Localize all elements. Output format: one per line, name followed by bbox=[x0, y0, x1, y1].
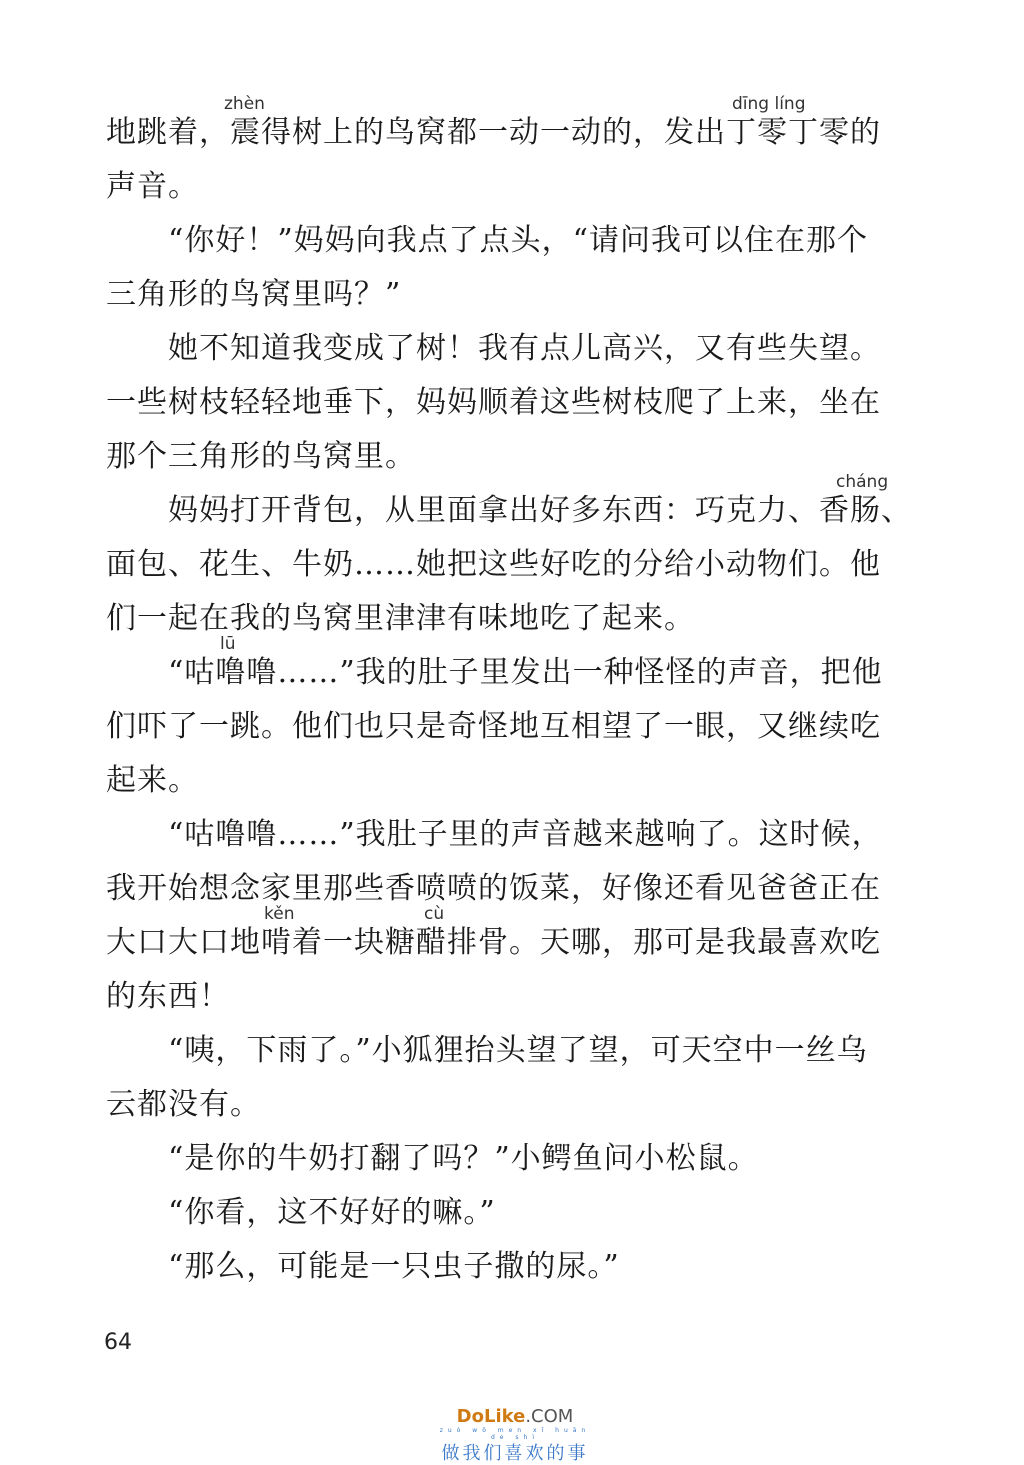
text-line bbox=[106, 862, 906, 916]
text-line bbox=[106, 430, 906, 484]
text-line-content: 面包、花生、牛奶……她把这些好吃的分给小动物们。他 bbox=[106, 547, 881, 582]
text-line-content: 那个三角形的鸟窝里。 bbox=[106, 439, 416, 474]
pinyin-annotation: kěn bbox=[264, 904, 295, 924]
pinyin-annotation: lū bbox=[220, 634, 236, 654]
text-line-content: “你看，这不好好的嘛。” bbox=[168, 1195, 496, 1230]
text-line bbox=[106, 1024, 906, 1078]
text-line-content: 三角形的鸟窝里吗？” bbox=[106, 277, 402, 312]
text-line-content: “咕噜噜……”我的肚子里发出一种怪怪的声音，把他 bbox=[168, 655, 883, 690]
logo-wordmark bbox=[430, 1406, 600, 1427]
text-line-content: 一些树枝轻轻地垂下，妈妈顺着这些树枝爬了上来，坐在 bbox=[106, 385, 881, 420]
text-line bbox=[106, 1186, 906, 1240]
text-line bbox=[106, 94, 906, 160]
pinyin-annotation: zhèn bbox=[224, 94, 265, 114]
dolike-logo[interactable] bbox=[430, 1406, 600, 1465]
pinyin-annotation: cù bbox=[424, 904, 445, 924]
text-line-content: 她不知道我变成了树！我有点儿高兴，又有些失望。 bbox=[168, 331, 881, 366]
text-line bbox=[106, 160, 906, 214]
text-line-content: “是你的牛奶打翻了吗？”小鳄鱼问小松鼠。 bbox=[168, 1141, 759, 1176]
text-line bbox=[106, 322, 906, 376]
logo-com-text: .COM bbox=[525, 1406, 574, 1427]
text-line-content: 我开始想念家里那些香喷喷的饭菜，好像还看见爸爸正在 bbox=[106, 871, 881, 906]
logo-slogan: 做我们喜欢的事 bbox=[441, 1443, 589, 1464]
text-line bbox=[106, 754, 906, 808]
text-line bbox=[106, 634, 906, 700]
text-line-content: 起来。 bbox=[106, 763, 199, 798]
text-line bbox=[106, 538, 906, 592]
text-line-content: 的东西！ bbox=[106, 979, 230, 1014]
text-line-content: 云都没有。 bbox=[106, 1087, 261, 1122]
text-line-content: “那么，可能是一只虫子撒的尿。” bbox=[168, 1249, 620, 1284]
story-text bbox=[106, 94, 912, 1294]
text-line-content: 大口大口地啃着一块糖醋排骨。天哪，那可是我最喜欢吃 bbox=[106, 925, 881, 960]
text-line-content: 们吓了一跳。他们也只是奇怪地互相望了一眼，又继续吃 bbox=[106, 709, 881, 744]
text-line-content: 妈妈打开背包，从里面拿出好多东西：巧克力、香肠、 bbox=[168, 493, 912, 528]
text-line bbox=[106, 700, 906, 754]
text-line bbox=[106, 808, 906, 862]
text-line bbox=[106, 214, 906, 268]
pinyin-annotation: dīng líng bbox=[732, 94, 806, 114]
text-line-content: 们一起在我的鸟窝里津津有味地吃了起来。 bbox=[106, 601, 695, 636]
text-line bbox=[106, 970, 906, 1024]
text-line-content: “你好！”妈妈向我点了点头，“请问我可以住在那个 bbox=[168, 223, 869, 258]
text-line bbox=[106, 1132, 906, 1186]
text-line bbox=[106, 376, 906, 430]
page-number: 64 bbox=[104, 1330, 132, 1355]
text-line-content: “咦，下雨了。”小狐狸抬头望了望，可天空中一丝乌 bbox=[168, 1033, 868, 1068]
text-line bbox=[106, 472, 912, 538]
text-line bbox=[106, 904, 906, 970]
text-line-content: 声音。 bbox=[106, 169, 199, 204]
pinyin-annotation: cháng bbox=[836, 472, 889, 492]
logo-pinyin: zuò wǒ men xǐ huān de shì bbox=[439, 1427, 591, 1441]
text-line bbox=[106, 1240, 906, 1294]
text-line bbox=[106, 1078, 906, 1132]
text-line-content: 地跳着，震得树上的鸟窝都一动一动的，发出丁零丁零的 bbox=[106, 115, 881, 150]
text-line bbox=[106, 268, 906, 322]
logo-main-text: DoLike bbox=[456, 1406, 526, 1427]
text-line-content: “咕噜噜……”我肚子里的声音越来越响了。这时候， bbox=[168, 817, 883, 852]
